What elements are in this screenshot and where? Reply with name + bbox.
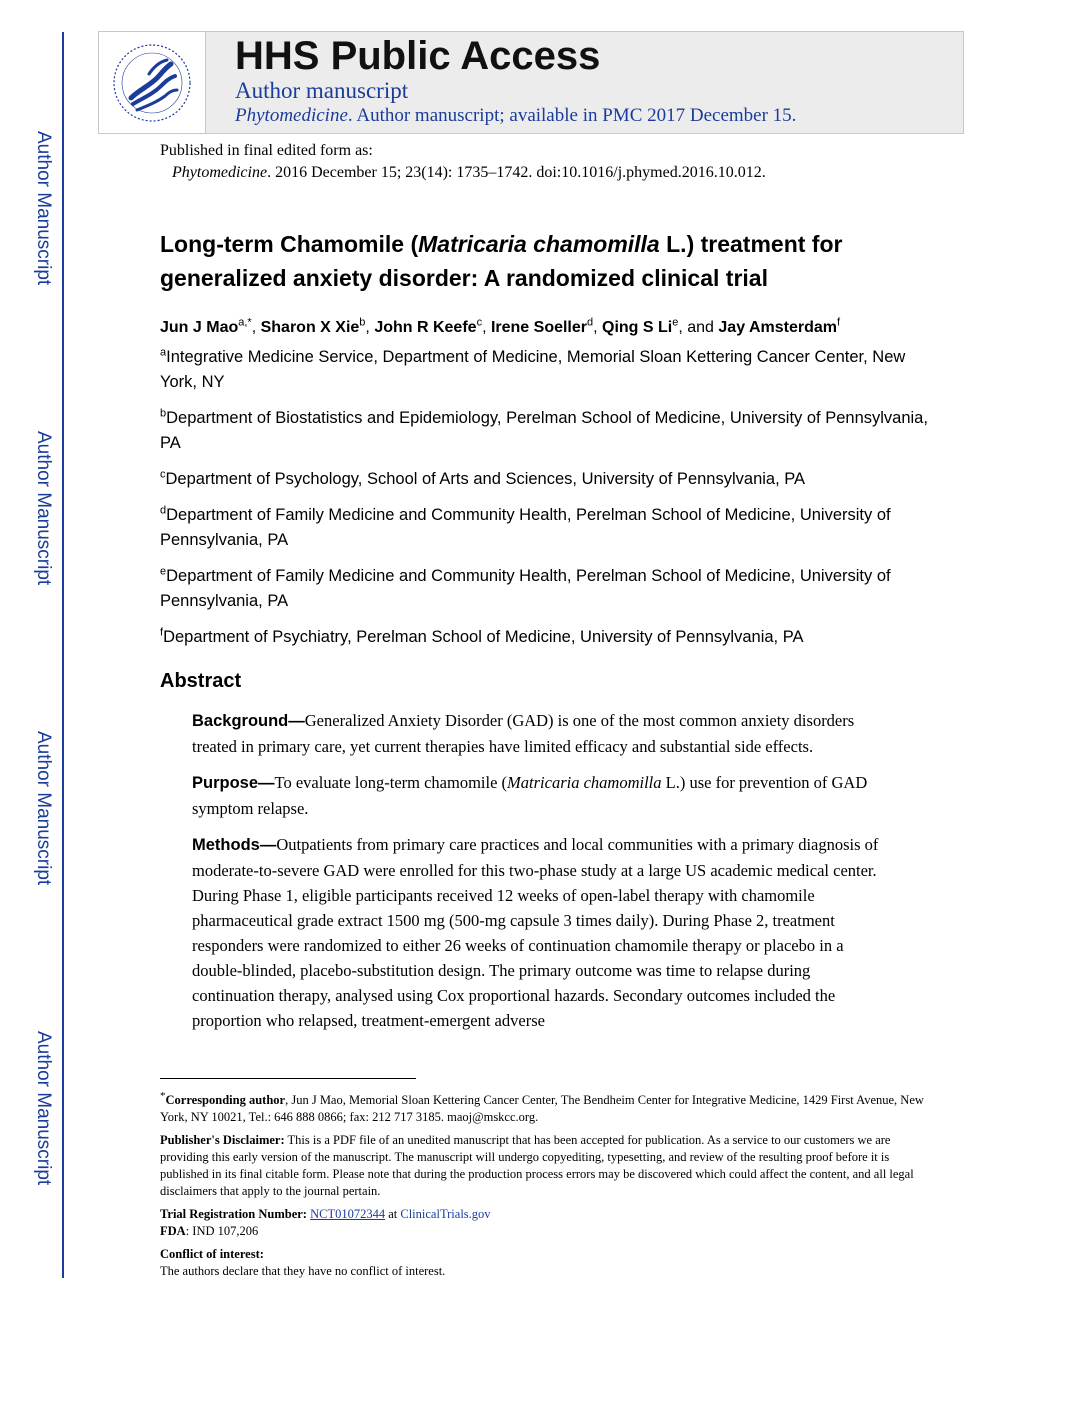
affiliation-text: Integrative Medicine Service, Department of Medicine, Memorial Sloan Kettering Cancer Center, New York, NY bbox=[160, 348, 906, 391]
affiliation bbox=[160, 467, 940, 492]
footnote-sup: * bbox=[160, 1089, 166, 1102]
side-label-author-manuscript: Author Manuscript bbox=[33, 130, 54, 286]
section-label: Purpose— bbox=[192, 774, 275, 792]
side-label-author-manuscript: Author Manuscript bbox=[33, 430, 54, 586]
citation bbox=[160, 162, 766, 184]
footnote-label: Trial Registration Number: bbox=[160, 1207, 307, 1221]
footnote-label: Corresponding author bbox=[165, 1093, 286, 1107]
side-label-author-manuscript: Author Manuscript bbox=[33, 730, 54, 886]
section-text: L.) use for prevention of GAD symptom relapse. bbox=[192, 773, 868, 818]
section-label: Background— bbox=[192, 712, 305, 730]
footnote-label: Publisher's Disclaimer: bbox=[160, 1133, 285, 1147]
section-text: Generalized Anxiety Disorder (GAD) is one of the most common anxiety disorders treated in primary care, yet current therapies have limited efficacy and substantial side effects. bbox=[192, 711, 855, 756]
author-sup: b bbox=[359, 316, 366, 329]
author-name: Qing S Li bbox=[602, 319, 673, 336]
footnote-label: Conflict of interest: bbox=[160, 1247, 264, 1261]
affiliation-text: Department of Family Medicine and Community Health, Perelman School of Medicine, University of Pennsylvania, PA bbox=[160, 567, 891, 610]
conflict-of-interest bbox=[160, 1246, 930, 1280]
author-manuscript-subtitle: Author manuscript bbox=[235, 78, 409, 103]
trial-registration bbox=[160, 1206, 930, 1223]
affiliation-sup: d bbox=[160, 504, 167, 517]
footnote-text: : IND 107,206 bbox=[185, 1224, 259, 1238]
hhs-title: HHS Public Access bbox=[235, 34, 601, 78]
author-sep: , and bbox=[678, 319, 719, 336]
hhs-eagle-icon bbox=[109, 40, 195, 126]
section-text: Outpatients from primary care practices and local communities with a primary diagnosis of moderate-to-severe GAD were enrolled for this two-phase study at a large US academic medical center. During Phase 1, eligible participants received 12 weeks of open-label therapy with chamomile pharmaceutical grade extract 1500 mg (500-mg capsule 3 times daily). During Phase 2, treatment responders were randomized to either 26 weeks of continuation chamomile therapy or placebo in a double-blinded, placebo-substitution design. The primary outcome was time to relapse during continuation therapy, analysed using Cox proportional hazards. Secondary outcomes included the proportion who relapsed, treatment-emergent adverse bbox=[192, 835, 879, 1030]
author-name: Jay Amsterdam bbox=[718, 319, 837, 336]
journal-name: Phytomedicine bbox=[235, 105, 348, 126]
abstract-heading: Abstract bbox=[160, 670, 242, 692]
side-label-author-manuscript: Author Manuscript bbox=[33, 1030, 54, 1186]
availability-line bbox=[235, 105, 796, 127]
paper-title bbox=[160, 227, 940, 295]
hhs-header bbox=[98, 31, 964, 134]
affiliation bbox=[160, 345, 940, 395]
title-part: Long-term Chamomile ( bbox=[160, 231, 419, 257]
affiliation-text: Department of Biostatistics and Epidemiology, Perelman School of Medicine, University of Pennsylvania, PA bbox=[160, 409, 928, 452]
abstract-purpose bbox=[192, 770, 892, 821]
published-label: Published in final edited form as: bbox=[160, 142, 373, 159]
citation-journal: Phytomedicine bbox=[172, 164, 268, 181]
footnotes bbox=[160, 1089, 930, 1286]
affiliation bbox=[160, 564, 940, 614]
author-name: Sharon X Xie bbox=[260, 319, 360, 336]
trial-id-link[interactable]: NCT01072344 bbox=[310, 1207, 386, 1221]
publication-info bbox=[160, 140, 766, 184]
author-name: John R Keefe bbox=[374, 319, 477, 336]
author-sup: a,* bbox=[238, 316, 252, 329]
fda-note bbox=[160, 1223, 930, 1240]
title-part: L.) treatment for generalized anxiety disorder: A randomized clinical trial bbox=[160, 231, 843, 291]
author-name: Jun J Mao bbox=[160, 319, 239, 336]
affiliation-sup: e bbox=[160, 565, 167, 578]
affiliation-sup: a bbox=[160, 346, 167, 359]
affiliation-sup: f bbox=[160, 626, 164, 639]
footnote-text: at bbox=[385, 1207, 401, 1221]
affiliation bbox=[160, 406, 940, 456]
abstract-methods bbox=[192, 832, 892, 1033]
footnote-label: FDA bbox=[160, 1224, 186, 1238]
affiliation-text: Department of Psychiatry, Perelman School of Medicine, University of Pennsylvania, PA bbox=[163, 628, 804, 646]
abstract-background bbox=[192, 708, 892, 759]
clinicaltrials-link[interactable]: ClinicalTrials.gov bbox=[400, 1207, 491, 1221]
corresponding-author-note bbox=[160, 1089, 930, 1126]
affiliation-text: Department of Psychology, School of Arts and Sciences, University of Pennsylvania, PA bbox=[165, 470, 806, 488]
author-sup: c bbox=[476, 316, 483, 329]
author-sep: , bbox=[482, 319, 491, 336]
author-name: Irene Soeller bbox=[490, 319, 587, 336]
side-rule bbox=[62, 32, 64, 1278]
affiliation bbox=[160, 503, 940, 553]
author-list bbox=[160, 316, 960, 340]
publisher-disclaimer bbox=[160, 1132, 930, 1200]
author-sep: , bbox=[593, 319, 603, 336]
footnote-text: The authors declare that they have no conflict of interest. bbox=[160, 1264, 446, 1278]
section-label: Methods— bbox=[192, 836, 277, 854]
affiliation-text: Department of Family Medicine and Community Health, Perelman School of Medicine, University of Pennsylvania, PA bbox=[160, 506, 891, 549]
footnote-divider bbox=[160, 1078, 416, 1079]
author-sep: , bbox=[365, 319, 375, 336]
section-text: To evaluate long-term chamomile ( bbox=[274, 773, 508, 792]
affiliation bbox=[160, 625, 940, 650]
availability-text: . Author manuscript; available in PMC 2017 December 15. bbox=[347, 105, 797, 126]
title-species: Matricaria chamomilla bbox=[418, 231, 660, 257]
hhs-logo bbox=[99, 32, 206, 133]
affiliation-sup: c bbox=[160, 468, 166, 481]
author-sup: e bbox=[672, 316, 679, 329]
author-sup: d bbox=[587, 316, 594, 329]
author-sep: , bbox=[251, 319, 261, 336]
affiliations bbox=[160, 345, 940, 661]
author-sup: f bbox=[836, 316, 841, 329]
citation-details: . 2016 December 15; 23(14): 1735–1742. doi:10.1016/j.phymed.2016.10.012. bbox=[267, 164, 766, 181]
footnote-text: This is a PDF file of an unedited manuscript that has been accepted for publication. As a service to our customers we are providing this early version of the manuscript. The manuscript will undergo copyediting, typesetting, and review of the resulting proof before it is published in its final citable form. Please note that during the production process errors may be discovered which could affect the content, and all legal disclaimers that apply to the journal pertain. bbox=[160, 1133, 914, 1198]
abstract-body bbox=[192, 708, 892, 1044]
species-name: Matricaria chamomilla bbox=[507, 773, 662, 792]
footnote-text: , Jun J Mao, Memorial Sloan Kettering Cancer Center, The Bendheim Center for Integrative Medicine, 1429 First Avenue, New York, NY 10021, Tel.: 646 888 0866; fax: 212 717 3185. maoj@mskcc.org. bbox=[160, 1093, 924, 1124]
affiliation-sup: b bbox=[160, 407, 167, 420]
